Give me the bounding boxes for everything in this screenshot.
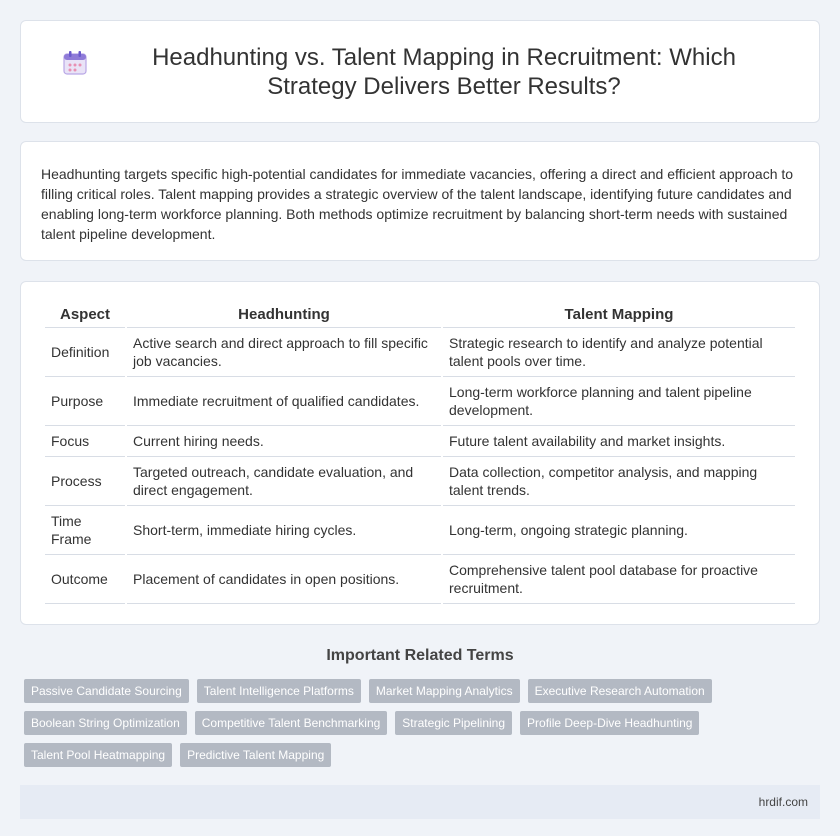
related-terms-tags (24, 679, 820, 775)
intro-text: Headhunting targets specific high-potential candidates for immediate vacancies, offering a direct and efficient approach to filling critical roles. Talent mapping provides a strategic overview of the talent landscape, identifying future candidates and enabling long-term workforce planning. Both methods optimize recruitment by balancing short-term needs with sustained talent pipeline development. (41, 166, 794, 242)
tag-talent-intelligence-platforms[interactable]: Talent Intelligence Platforms (197, 679, 361, 703)
table-cell: Comprehensive talent pool database for proactive recruitment. (443, 555, 795, 604)
table-cell: Long-term workforce planning and talent pipeline development. (443, 377, 795, 426)
tag-competitive-talent-benchmarking[interactable]: Competitive Talent Benchmarking (195, 711, 388, 735)
title-wrap (61, 43, 779, 101)
tag-executive-research-automation[interactable]: Executive Research Automation (528, 679, 712, 703)
table-cell: Data collection, competitor analysis, and mapping talent trends. (443, 457, 795, 506)
table-row (45, 555, 795, 604)
footer (20, 785, 820, 819)
table-cell: Focus (45, 426, 125, 457)
tag-strategic-pipelining[interactable]: Strategic Pipelining (395, 711, 512, 735)
column-header-talent-mapping: Talent Mapping (443, 302, 795, 328)
tag-profile-deep-dive-headhunting[interactable]: Profile Deep-Dive Headhunting (520, 711, 699, 735)
tag-predictive-talent-mapping[interactable]: Predictive Talent Mapping (180, 743, 331, 767)
table-cell: Long-term, ongoing strategic planning. (443, 506, 795, 555)
table-row (45, 426, 795, 457)
tag-talent-pool-heatmapping[interactable]: Talent Pool Heatmapping (24, 743, 172, 767)
table-cell: Placement of candidates in open positions. (127, 555, 441, 604)
table-cell: Future talent availability and market insights. (443, 426, 795, 457)
tag-boolean-string-optimization[interactable]: Boolean String Optimization (24, 711, 187, 735)
comparison-table (43, 302, 797, 604)
table-cell: Definition (45, 328, 125, 377)
table-cell: Immediate recruitment of qualified candidates. (127, 377, 441, 426)
footer-site[interactable]: hrdif.com (758, 795, 808, 809)
table-row (45, 506, 795, 555)
comparison-table-card (20, 281, 820, 625)
column-header-aspect: Aspect (45, 302, 125, 328)
table-row (45, 377, 795, 426)
table-cell: Process (45, 457, 125, 506)
table-cell: Purpose (45, 377, 125, 426)
column-header-headhunting: Headhunting (127, 302, 441, 328)
intro-card (20, 141, 820, 261)
table-header-row (45, 302, 795, 328)
calendar-icon (61, 49, 89, 77)
tag-market-mapping-analytics[interactable]: Market Mapping Analytics (369, 679, 520, 703)
table-cell: Current hiring needs. (127, 426, 441, 457)
table-cell: Outcome (45, 555, 125, 604)
table-cell: Time Frame (45, 506, 125, 555)
table-cell: Strategic research to identify and analyze potential talent pools over time. (443, 328, 795, 377)
table-row (45, 328, 795, 377)
table-cell: Active search and direct approach to fill specific job vacancies. (127, 328, 441, 377)
page-title: Headhunting vs. Talent Mapping in Recruitment: Which Strategy Delivers Better Results? (152, 43, 736, 100)
tag-passive-candidate-sourcing[interactable]: Passive Candidate Sourcing (24, 679, 189, 703)
table-row (45, 457, 795, 506)
related-terms-title: Important Related Terms (326, 647, 514, 664)
header-card (20, 20, 820, 123)
table-cell: Short-term, immediate hiring cycles. (127, 506, 441, 555)
table-cell: Targeted outreach, candidate evaluation, and direct engagement. (127, 457, 441, 506)
